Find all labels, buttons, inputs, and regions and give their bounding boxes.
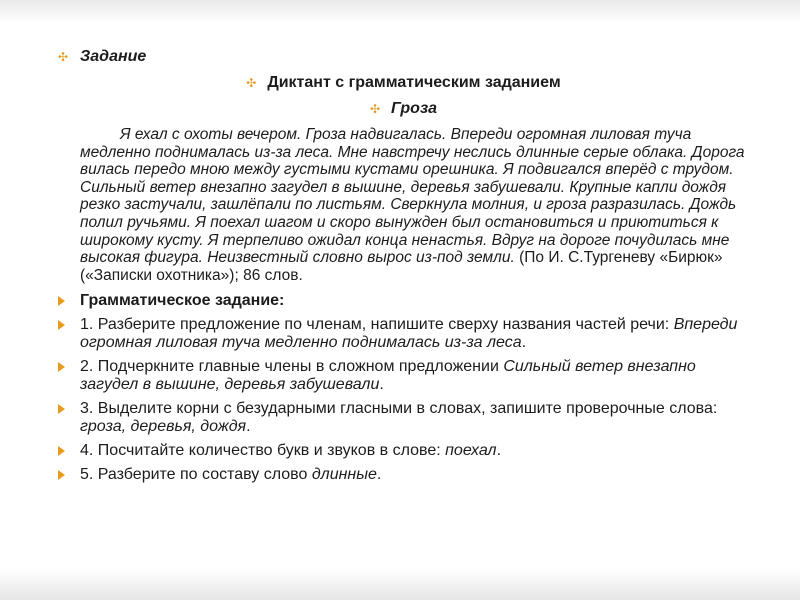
task-after: .	[376, 466, 382, 484]
dictation-title-row	[58, 100, 748, 118]
bullet-icon	[58, 294, 70, 308]
task-plain: 5. Разберите по составу слово	[80, 466, 312, 484]
dictation-source: (По И. С.Тургеневу «Бирюк» («Записки охотника»); 86 слов.	[80, 249, 723, 284]
task-item-4	[58, 442, 748, 460]
bullet-icon: ✣	[369, 102, 381, 116]
task-plain: 2. Подчеркните главные члены в сложном предложении	[80, 358, 504, 376]
task-plain: 3. Выделите корни с безударными гласными в словах, запишите проверочные слова:	[80, 400, 718, 418]
task-after: .	[496, 442, 502, 460]
bottom-shadow-band	[0, 568, 800, 600]
heading-row	[58, 48, 748, 66]
dictation-title: Гроза	[390, 100, 438, 117]
task-item-3	[58, 400, 748, 436]
bullet-icon: ✣	[246, 76, 257, 90]
task-italic: длинные	[311, 466, 377, 484]
task-italic: поехал	[445, 442, 497, 460]
task-italic: Впереди огромная лиловая туча медленно поднималась из-за леса	[80, 316, 738, 352]
top-shadow-band	[0, 0, 800, 24]
dictation-text: Я ехал с охоты вечером. Гроза надвигалась. Впереди огромная лиловая туча медленно поднималась из-за леса. Мне навстречу неслись длинные серые облака. Дорога вилась передо мною между густыми кустами орешника. Я подвигался вперёд с трудом. Сильный ветер внезапно загудел в вышине, деревья забушевали. Крупные капли дождя резко застучали, зашлёпали по листьям. Сверкнула молния, и гроза разразилась. Дождь полил ручьями. Я поехал шагом и скоро вынужден был остановиться и приютиться к широкому кусту. Я терпеливо ожидал конца ненастья. Вдруг на дороге почудилась мне высокая фигура. Неизвестный словно вырос из-под земли.	[80, 126, 745, 267]
bullet-icon	[58, 402, 70, 416]
bullet-icon	[58, 360, 70, 374]
bullet-icon	[58, 468, 70, 482]
grammar-title-row	[58, 292, 748, 310]
task-plain: 4. Посчитайте количество букв и звуков в слове:	[80, 442, 446, 460]
task-item-2	[58, 358, 748, 394]
bullet-icon: ✣	[58, 50, 69, 64]
slide-subtitle: Диктант с грамматическим заданием	[267, 74, 561, 91]
task-italic: гроза, деревья, дождя	[80, 418, 247, 436]
task-after: .	[379, 376, 384, 394]
task-item-5	[58, 466, 748, 484]
grammar-colon: :	[279, 292, 285, 310]
slide-heading: Задание	[80, 48, 147, 65]
task-after: .	[521, 334, 527, 352]
grammar-title: Грамматическое задание	[80, 292, 280, 310]
task-italic: Сильный ветер внезапно загудел в вышине, деревья забушевали	[80, 358, 696, 394]
dictation-paragraph	[80, 126, 748, 284]
subtitle-row	[58, 74, 748, 92]
task-plain: 1. Разберите предложение по членам, напишите сверху названия частей речи:	[80, 316, 674, 334]
bullet-icon	[58, 444, 70, 458]
task-item-1	[58, 316, 748, 352]
task-after: .	[246, 418, 251, 436]
slide-content	[58, 48, 748, 490]
bullet-icon	[58, 318, 70, 332]
